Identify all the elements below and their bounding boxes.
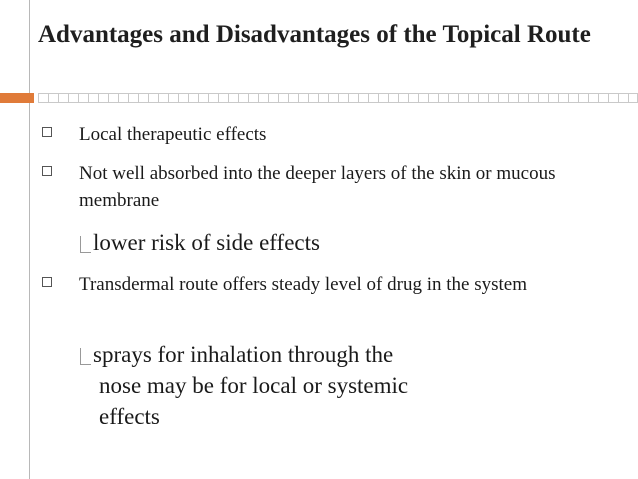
sub-point-line: lower risk of side effects xyxy=(93,230,320,255)
sub-point-marker-icon xyxy=(80,348,91,365)
bullet-checkbox-icon xyxy=(42,166,52,176)
title-divider-accent xyxy=(0,93,34,103)
left-margin-rule xyxy=(29,0,30,479)
bullet-text: Local therapeutic effects xyxy=(79,124,267,145)
slide-title: Advantages and Disadvantages of the Topical Route xyxy=(38,21,591,48)
bullet-text: Transdermal route offers steady level of drug in the system xyxy=(79,274,527,295)
title-divider-grid xyxy=(38,93,638,103)
sub-point-line: effects xyxy=(99,404,160,429)
sub-point-marker-icon xyxy=(80,236,91,253)
bullet-text: Not well absorbed into the deeper layers of the skin or mucous membrane xyxy=(79,163,556,211)
bullet-checkbox-icon xyxy=(42,127,52,137)
bullet-checkbox-icon xyxy=(42,277,52,287)
sub-point-line: nose may be for local or systemic xyxy=(99,373,409,398)
sub-point-line: sprays for inhalation through the xyxy=(93,342,394,367)
